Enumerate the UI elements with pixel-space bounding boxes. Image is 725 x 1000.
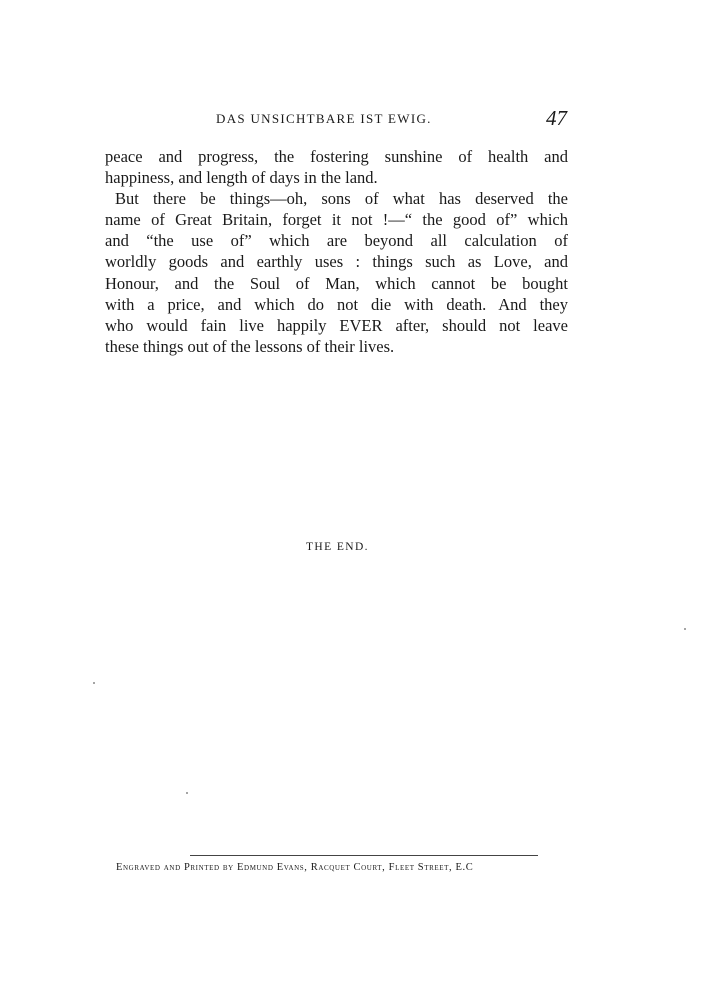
printer-imprint: Engraved and Printed by Edmund Evans, Racquet Court, Fleet Street, E.C [116, 862, 474, 873]
paper-speck [684, 628, 686, 630]
page-number: 47 [546, 106, 567, 130]
paper-speck [186, 792, 188, 794]
paragraph-line: who would fain live happily EVER after, should not leave [105, 315, 568, 335]
paragraph-line: these things out of the lessons of their lives. [105, 336, 395, 356]
paragraph-line: worldly goods and earthly uses : things such as Love, and [105, 252, 568, 272]
paragraph-line: happiness, and length of days in the land. [105, 168, 378, 188]
paragraph-line: and “the use of” which are beyond all calculation of [105, 231, 568, 251]
paragraph-line: Honour, and the Soul of Man, which cannot be bought [105, 273, 568, 293]
footer-rule [190, 855, 538, 856]
running-title: DAS UNSICHTBARE IST EWIG. [216, 111, 432, 126]
the-end-label: THE END. [306, 541, 369, 553]
paragraph-line: But there be things—oh, sons of what has deserved the [115, 189, 568, 209]
paragraph-line: name of Great Britain, forget it not !—“ the good of” which [105, 210, 568, 230]
paper-speck [93, 682, 95, 684]
paragraph-line: peace and progress, the fostering sunshine of health and [105, 147, 568, 166]
paragraph-line: with a price, and which do not die with death. And they [105, 294, 568, 314]
body-text [105, 146, 568, 357]
